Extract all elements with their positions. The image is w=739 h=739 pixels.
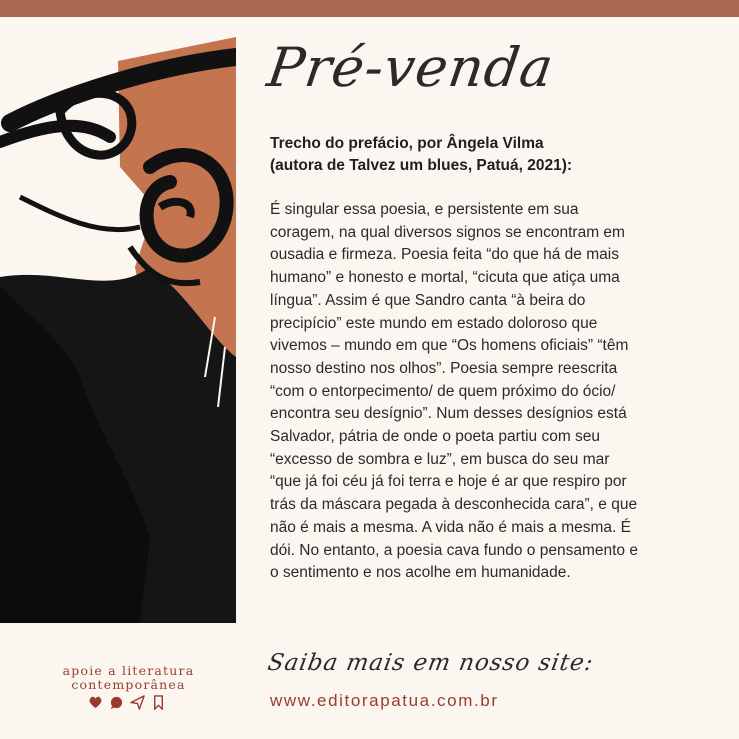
subtitle-line-2: (autora de Talvez um blues, Patuá, 2021):	[270, 157, 573, 174]
bookmark-icon	[151, 695, 166, 710]
send-icon	[130, 695, 145, 710]
website-link[interactable]: www.editorapatua.com.br	[270, 691, 499, 710]
support-line-2: contemporânea	[71, 677, 186, 692]
top-accent-bar	[0, 0, 739, 17]
support-line-1: apoie a literatura	[62, 663, 195, 678]
chat-bubble-icon	[109, 695, 124, 710]
heart-icon	[88, 695, 103, 710]
illustration	[0, 17, 236, 623]
subtitle-line-1: Trecho do prefácio, por Ângela Vilma	[270, 135, 544, 152]
portrait-illustration	[0, 17, 236, 623]
excerpt-subtitle	[270, 133, 710, 177]
support-slogan	[56, 664, 201, 692]
social-icons	[88, 695, 166, 710]
page-title: Pré-venda	[263, 36, 558, 99]
excerpt-body: É singular essa poesia, e persistente em sua coragem, na qual diversos signos se encontram em ousadia e firmeza. Poesia feita “do que há de mais humano” e honesto e mortal, “cicuta que atiça uma língua”. Assim é que Sandro canta “à beira do precipício” este mundo em estado doloroso que vivemos – mundo em que “Os homens oficiais” “têm nosso destino nos olhos”. Poesia sempre reescrita “com o entorpecimento/ de quem próximo do ócio/ encontra seu desígnio”. Num desses desígnios está Salvador, pátria de onde o poeta partiu com seu “excesso de sombra e luz”, em busca do seu mar “que já foi céu já foi terra e hoje é ar que respiro por trás da máscara pegada à desconhecida cara”, e que não é mais a mesma. A vida não é mais a mesma. É dói. No entanto, a poesia cava fundo o pensamento e o sentimento e nos acolhe em humanidade.	[270, 201, 638, 582]
call-to-action: Saiba mais em nosso site:	[265, 650, 596, 676]
